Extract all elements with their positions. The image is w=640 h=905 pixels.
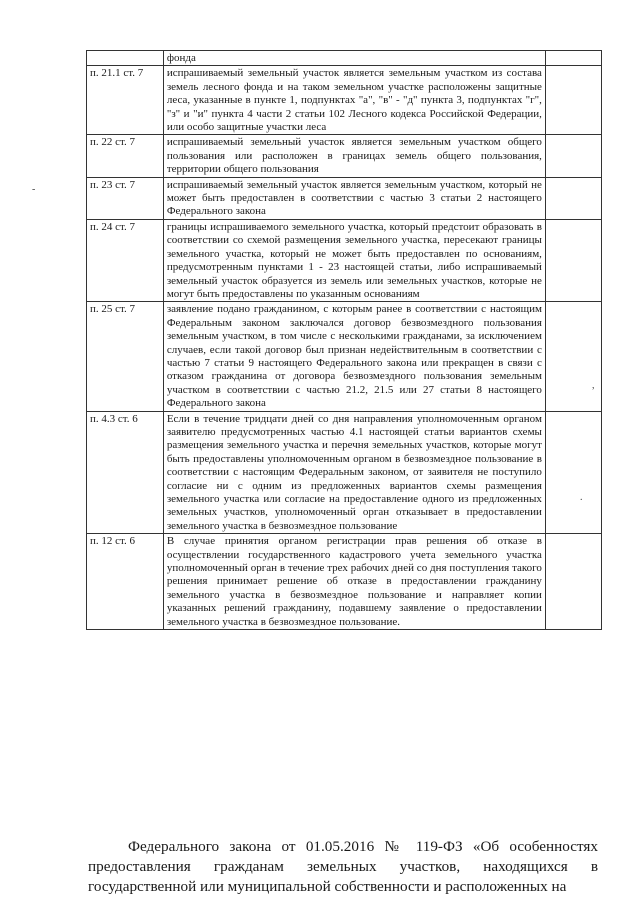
table-row [87, 135, 602, 177]
article-ref: п. 21.1 ст. 7 [87, 66, 164, 135]
empty-cell [545, 302, 601, 411]
empty-cell [545, 411, 601, 534]
empty-cell [545, 219, 601, 301]
article-ref: п. 4.3 ст. 6 [87, 411, 164, 534]
ground-text: Если в течение тридцати дней со дня направления уполномоченным органом заявителю предусмотренных частью 4.1 настоящей статьи вариантов схемы размещения земельного участка и перечня земельных участков, которые могут быть предоставлены уполномоченным органом в безвозмездное пользование в соответствии с настоящим Федеральным законом, от заявителя не поступило согласие ни с одним из предложенных вариантов схемы размещения земельного участка или согласие на предоставление одного из предложенных земельных участков, уполномоченный орган отказывает в предоставлении земельного участка в безвозмездное пользование [163, 411, 545, 534]
ground-text: фонда [163, 51, 545, 66]
empty-cell [545, 66, 601, 135]
article-ref [87, 51, 164, 66]
table-row [87, 66, 602, 135]
table-row [87, 51, 602, 66]
article-ref: п. 23 ст. 7 [87, 177, 164, 219]
empty-cell [545, 534, 601, 630]
article-ref: п. 25 ст. 7 [87, 302, 164, 411]
ground-text: границы испрашиваемого земельного участка, который предстоит образовать в соответствии со схемой размещения земельного участка, пересекают границы земельного участка, который не может быть предоставлен по основаниям, предусмотренным пунктами 1 - 23 настоящей статьи, либо испрашиваемый земельный участок образуется из земель или земельных участков, которые не могут быть предоставлены по указанным основаниям [163, 219, 545, 301]
scan-speck: . [580, 492, 583, 503]
scan-speck: , [592, 380, 595, 391]
article-ref: п. 12 ст. 6 [87, 534, 164, 630]
table-row [87, 411, 602, 534]
ground-text: испрашиваемый земельный участок является земельным участком общего пользования или расположен в границах земель общего пользования, территории общего пользования [163, 135, 545, 177]
table-row [87, 219, 602, 301]
ground-text: В случае принятия органом регистрации прав решения об отказе в осуществлении государственного кадастрового учета земельного участка уполномоченный орган в течение трех рабочих дней со дня поступления такого решения принимает решение об отказе в предоставлении гражданину земельного участка в безвозмездное пользование и направляет копии указанных решений гражданину, подавшему заявление о предоставлении земельного участка в безвозмездное пользование. [163, 534, 545, 630]
ground-text: заявление подано гражданином, с которым ранее в соответствии с настоящим Федеральным законом заключался договор безвозмездного пользования земельным участком, в том числе с несколькими гражданами, за исключением случаев, если такой договор был признан недействительным в соответствии с частью 7 статьи 9 настоящего Федерального закона или прекращен в связи с отказом гражданина от договора безвозмездного пользования земельным участком в соответствии с частью 21.2, 21.5 или 27 статьи 8 настоящего Федерального закона [163, 302, 545, 411]
empty-cell [545, 135, 601, 177]
ground-text: испрашиваемый земельный участок является земельным участком, который не может быть предоставлен в соответствии с частью 3 статьи 2 настоящего Федерального закона [163, 177, 545, 219]
empty-cell [545, 51, 601, 66]
ground-text: испрашиваемый земельный участок является земельным участком из состава земель лесного фонда и на таком земельном участке расположены защитные леса, указанные в пункте 1, подпунктах "а", "в" - "д" пункта 3, подпунктах "г", "з" и "и" пункта 4 части 2 статьи 102 Лесного кодекса Российской Федерации, или особо защитные участки леса [163, 66, 545, 135]
table-row [87, 302, 602, 411]
grounds-table [86, 50, 602, 630]
empty-cell [545, 177, 601, 219]
continuation-paragraph: Федерального закона от 01.05.2016 № 119-ФЗ «Об особенностях предоставления гражданам земельных участков, находящихся в государственной или муниципальной собственности и расположенных на [88, 838, 598, 896]
table-row [87, 177, 602, 219]
article-ref: п. 24 ст. 7 [87, 219, 164, 301]
scan-speck: - [32, 184, 36, 195]
article-ref: п. 22 ст. 7 [87, 135, 164, 177]
table-row [87, 534, 602, 630]
